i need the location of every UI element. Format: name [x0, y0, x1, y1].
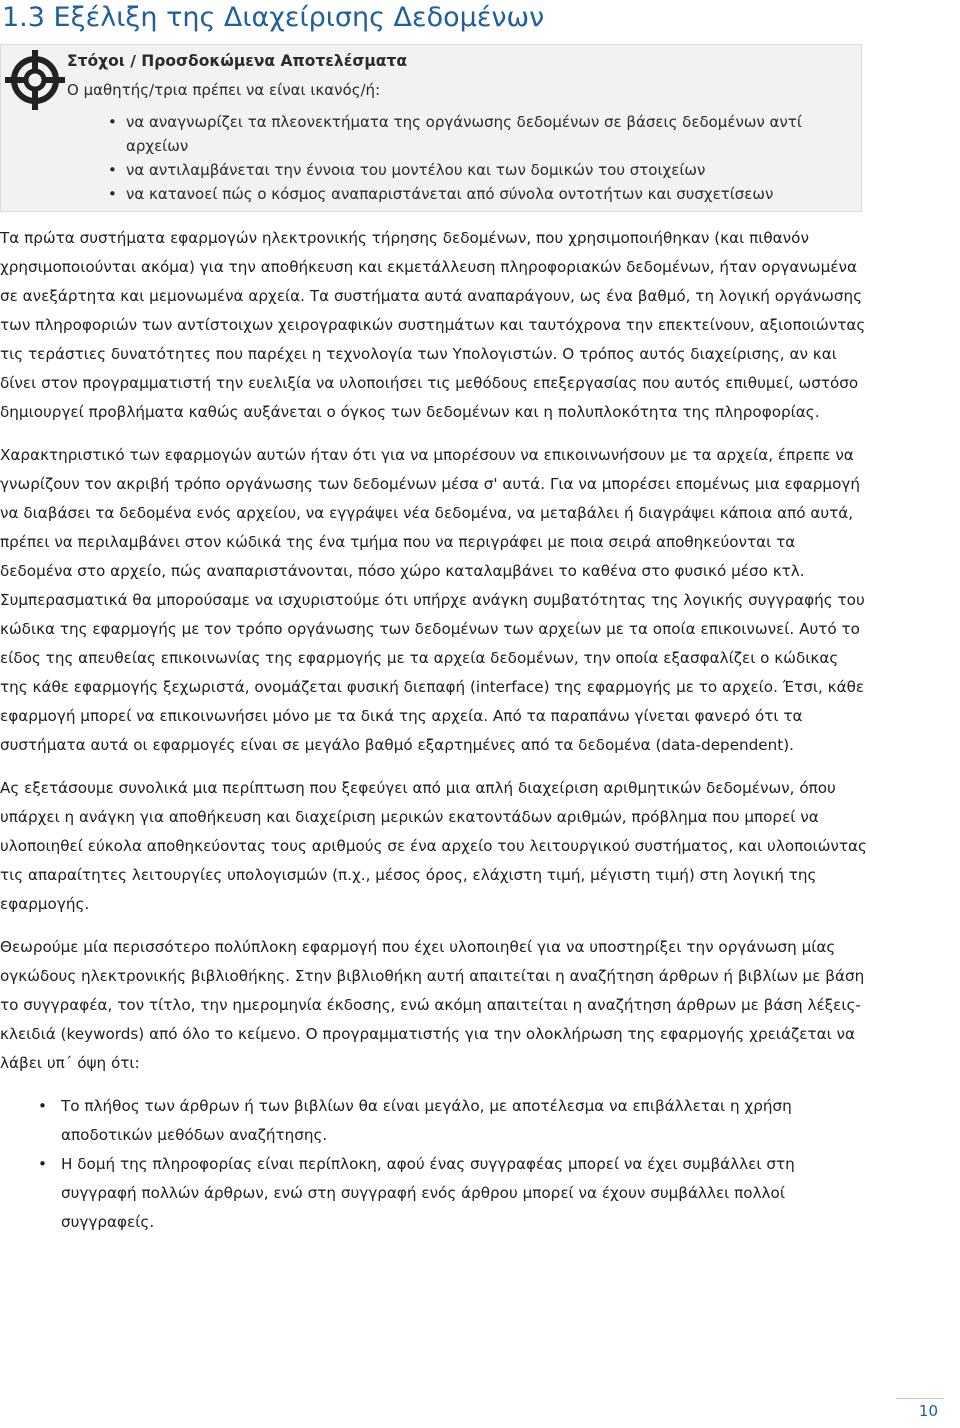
objective-text: να αντιλαμβάνεται την έννοια του μοντέλου και των δομικών του στοιχείων	[126, 161, 706, 179]
objective-text: να κατανοεί πώς ο κόσμος αναπαριστάνεται από σύνολα οντοτήτων και συσχετίσεων	[126, 185, 774, 203]
paragraph: Τα πρώτα συστήματα εφαρμογών ηλεκτρονικής τήρησης δεδομένων, που χρησιμοποιήθηκαν (και πιθανόν χρησιμοποιούνται ακόμα) για την αποθήκευση και εκμετάλλευση πληροφοριακών δεδομένων, ήταν οργανωμένα σε ανεξάρτητα και μεμονωμένα αρχεία. Τα συστήματα αυτά αναπαράγουν, ως ένα βαθμό, τη λογική οργάνωσης των πληροφοριών των αντίστοιχων χειρογραφικών συστημάτων και ταυτόχρονα την επεκτείνουν, αξιοποιώντας τις τεράστιες δυνατότητες που παρέχει η τεχνολογία των Υπολογιστών. Ο τρόπος αυτός διαχείρισης, αν και δίνει στον προγραμματιστή την ευελιξία να υλοποιήσει τις μεθόδους επεξεργασίας που αυτός επιθυμεί, ωστόσο δημιουργεί προβλήματα καθώς αυξάνεται ο όγκος των δεδομένων και η πολυπλοκότητα της πληροφορίας.	[0, 229, 866, 421]
bullet-text: Η δομή της πληροφορίας είναι περίπλοκη, αφού ένας συγγραφέας μπορεί να έχει συμβάλλει στη συγγραφή πολλών άρθρων, ενώ στη συγγραφή ενός άρθρου μπορεί να έχουν συμβάλλει πολλοί συγγραφείς.	[61, 1155, 795, 1231]
bullet-item	[0, 1150, 870, 1237]
bullet-icon: •	[108, 113, 117, 131]
paragraph: Ας εξετάσουμε συνολικά μια περίπτωση που ξεφεύγει από μια απλή διαχείριση αριθμητικών δεδομένων, όπου υπάρχει η ανάγκη για αποθήκευση και διαχείριση μερικών εκατοντάδων αριθμών, πρόβλημα που μπορεί να υλοποιηθεί εύκολα αποθηκεύοντας τους αριθμούς σε ένα αρχείο του λειτουργικού συστήματος, και υλοποιώντας τις απαραίτητες λειτουργίες υπολογισμών (π.χ., μέσος όρος, ελάχιστη τιμή, μέγιστη τιμή) στη λογική της εφαρμογής.	[0, 779, 867, 913]
bullet-icon: •	[38, 1097, 47, 1115]
page-number: 10	[918, 1402, 938, 1420]
bullet-icon: •	[108, 185, 117, 203]
paragraph: Χαρακτηριστικό των εφαρμογών αυτών ήταν ότι για να μπορέσουν να επικοινωνήσουν με τα αρχεία, έπρεπε να γνωρίζουν τον ακριβή τρόπο οργάνωσης των δεδομένων μέσα σ' αυτά. Για να μπορέσει επομένως μια εφαρμογή να διαβάσει τα δεδομένα ενός αρχείου, να εγγράψει νέα δεδομένα, να μεταβάλει ή διαγράψει κάποια από αυτά, πρέπει να περιλαμβάνει στον κώδικά της ένα τμήμα που να περιγράφει με ποια σειρά αποθηκεύονται τα δεδομένα στο αρχείο, πώς αναπαριστάνονται, πόσο χώρο καταλαμβάνει το καθένα στο φυσικό μέσο κτλ. Συμπερασματικά θα μπορούσαμε να ισχυριστούμε ότι υπήρχε ανάγκη συμβατότητας της λογικής συγγραφής του κώδικα της εφαρμογής με τον τρόπο οργάνωσης των δεδομένων των αρχείων με τα οποία επικοινωνεί. Αυτό το είδος της απευθείας επικοινωνίας της εφαρμογής με τα αρχεία δεδομένων, την οποία εξασφαλίζει ο κώδικας της κάθε εφαρμογής ξεχωριστά, ονομάζεται φυσική διεπαφή (interface) της εφαρμογής με το αρχείο. Έτσι, κάθε εφαρμογή μπορεί να επικοινωνήσει μόνο με τα δικά της αρχεία. Από τα παραπάνω γίνεται φανερό ότι τα συστήματα αυτά οι εφαρμογές είναι σε μεγάλο βαθμό εξαρτημένες από τα δεδομένα (data-dependent).	[0, 446, 865, 754]
page-number-rule	[896, 1398, 944, 1399]
bullet-icon: •	[108, 161, 117, 179]
bullet-text: Το πλήθος των άρθρων ή των βιβλίων θα είναι μεγάλο, με αποτέλεσμα να επιβάλλεται η χρήση αποδοτικών μεθόδων αναζήτησης.	[61, 1097, 792, 1144]
objectives-title: Στόχοι / Προσδοκώμενα Αποτελέσματα	[67, 52, 408, 70]
objectives-intro: Ο μαθητής/τρια πρέπει να είναι ικανός/ή:	[67, 81, 381, 99]
objective-item	[108, 182, 853, 206]
objective-item	[108, 158, 853, 182]
target-icon	[4, 49, 66, 111]
objectives-list	[108, 110, 853, 206]
objective-text: να αναγνωρίζει τα πλεονεκτήματα της οργάνωσης δεδομένων σε βάσεις δεδομένων αντί αρχείων	[126, 113, 802, 155]
section-heading: 1.3 Εξέλιξη της Διαχείρισης Δεδομένων	[2, 2, 545, 33]
objective-item	[108, 110, 853, 158]
body-text	[0, 224, 870, 1237]
objectives-box	[0, 44, 862, 212]
paragraph: Θεωρούμε μία περισσότερο πολύπλοκη εφαρμογή που έχει υλοποιηθεί για να υποστηρίξει την οργάνωση μίας ογκώδους ηλεκτρονικής βιβλιοθήκης. Στην βιβλιοθήκη αυτή απαιτείται η αναζήτηση άρθρων ή βιβλίων με βάση το συγγραφέα, τον τίτλο, την ημερομηνία έκδοσης, ενώ ακόμη απαιτείται η αναζήτηση άρθρων με βάση λέξεις-κλειδιά (keywords) από όλο το κείμενο. Ο προγραμματιστής για την ολοκλήρωση της εφαρμογής χρειάζεται να λάβει υπ΄ όψη ότι:	[0, 938, 865, 1072]
bullet-icon: •	[38, 1155, 47, 1173]
bullet-list	[0, 1092, 870, 1237]
bullet-item	[0, 1092, 870, 1150]
